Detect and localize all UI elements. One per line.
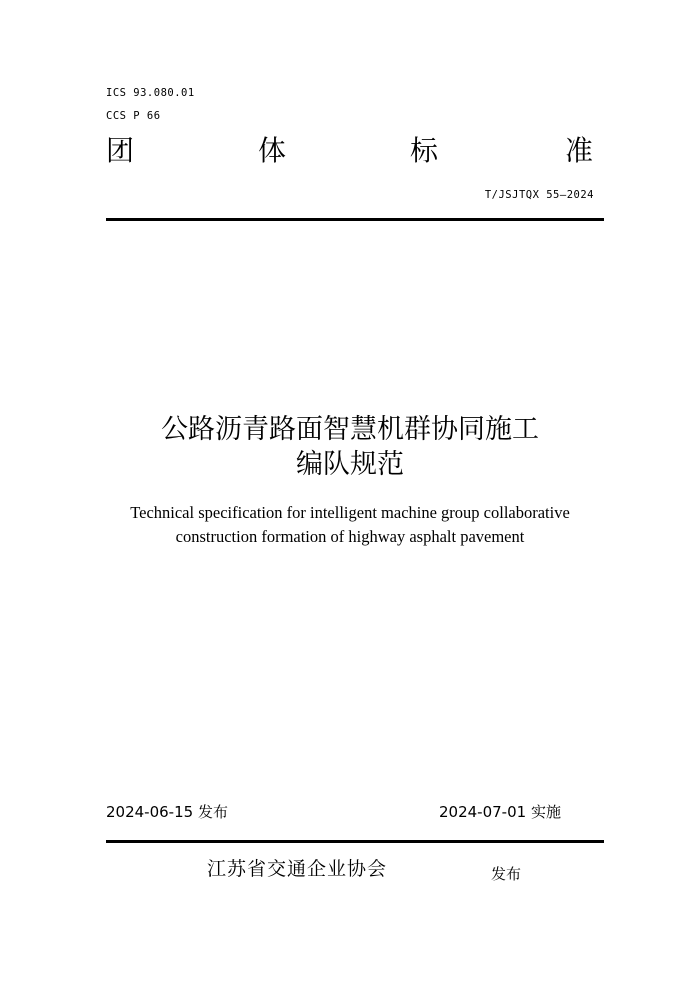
title-en-line1: Technical specification for intelligent machine group collaborative — [130, 503, 570, 522]
ics-code: ICS 93.080.01 — [106, 87, 195, 99]
bottom-divider — [106, 840, 604, 843]
publish-label: 发布 — [491, 865, 522, 883]
title-en-line2: construction formation of highway asphalt pavement — [175, 527, 525, 546]
standard-type-char: 体 — [258, 134, 287, 167]
title-zh-line1: 公路沥青路面智慧机群协同施工 — [161, 414, 539, 445]
top-divider — [106, 218, 604, 221]
standard-type-char: 准 — [565, 134, 594, 167]
standard-type-char: 标 — [410, 134, 439, 167]
standard-code: T/JSJTQX 55—2024 — [484, 189, 594, 201]
issue-date: 2024-06-15 发布 — [106, 803, 228, 821]
title-zh-line2: 编队规范 — [296, 449, 404, 480]
implementation-date: 2024-07-01 实施 — [439, 803, 561, 821]
ccs-code: CCS P 66 — [106, 110, 161, 122]
publisher-name: 江苏省交通企业协会 — [207, 858, 388, 880]
standard-type-char: 团 — [106, 134, 135, 167]
